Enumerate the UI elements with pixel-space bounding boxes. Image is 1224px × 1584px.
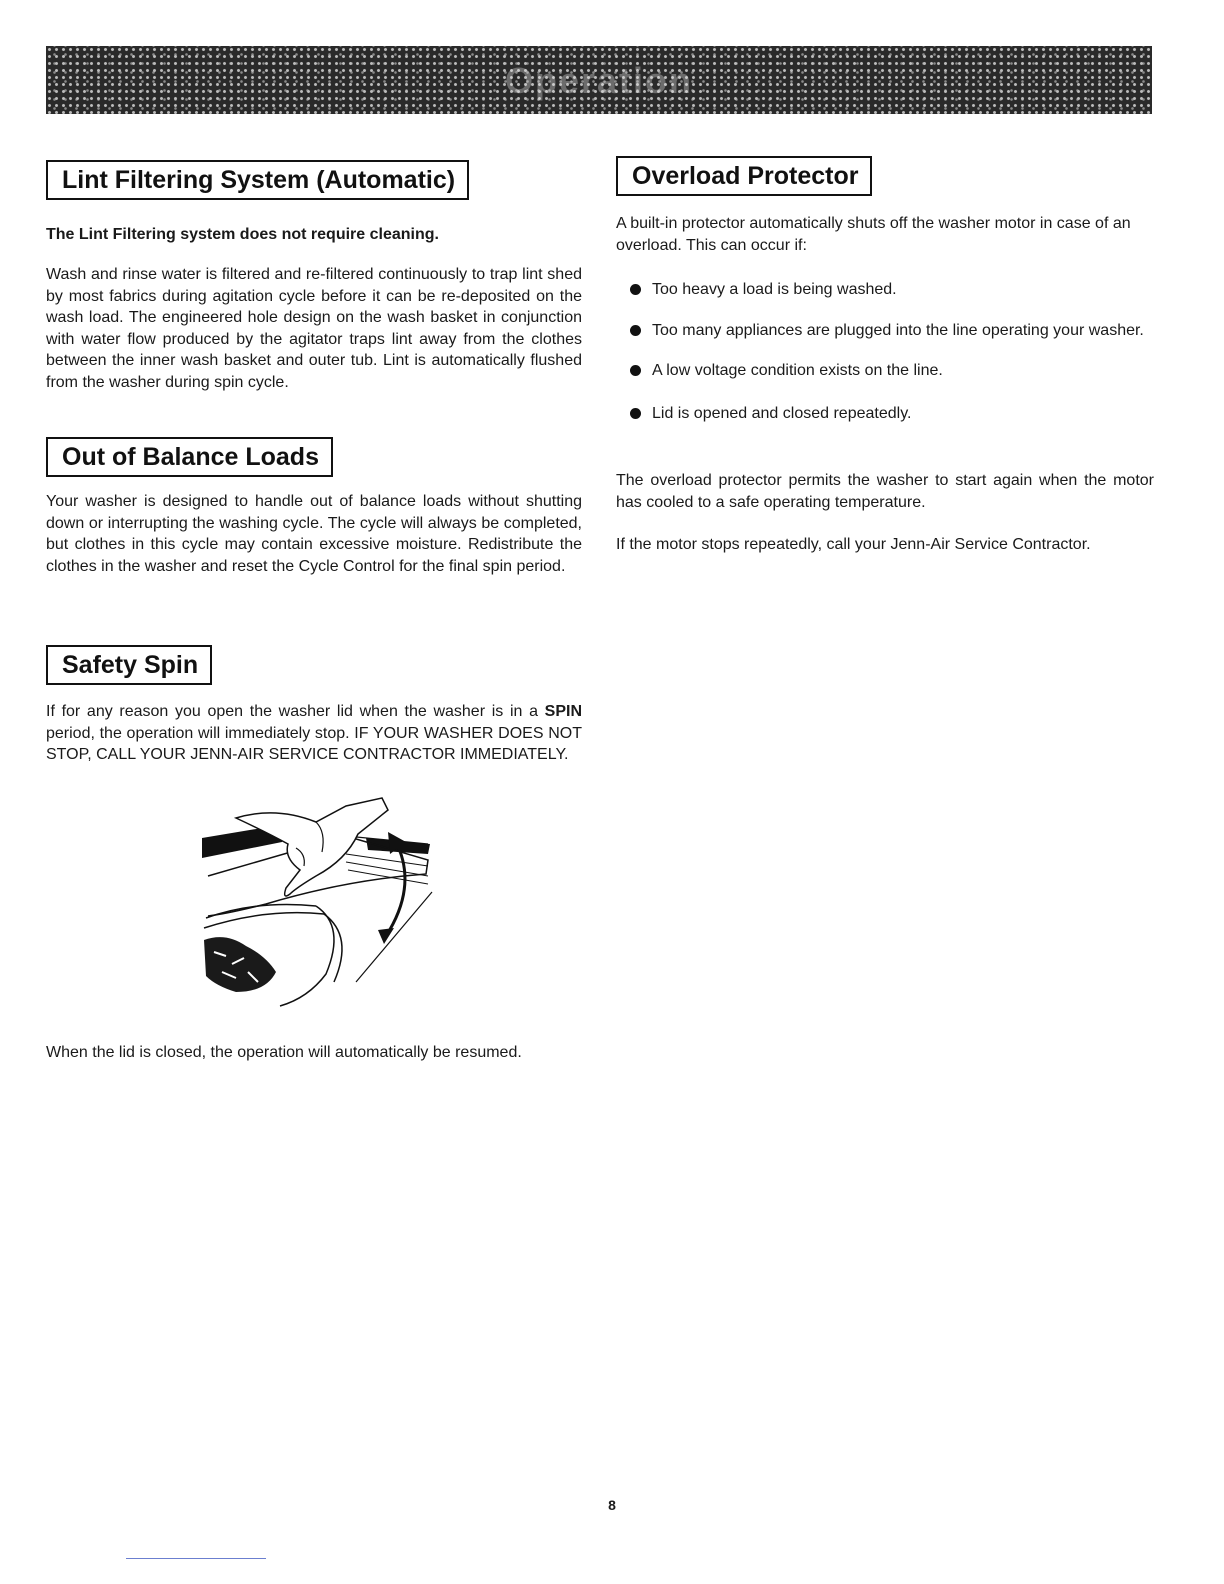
header-banner [46,46,1152,114]
list-item [630,360,1154,382]
safety-body [46,701,582,766]
bullet-icon [630,284,641,295]
bullet-icon [630,325,641,336]
list-item [630,403,1154,425]
lid-opening-illustration [196,796,436,1010]
list-item [630,320,1154,342]
resume-text: When the lid is closed, the operation will automatically be resumed. [46,1044,522,1061]
overload-restart-text: The overload protector permits the washer to start again when the motor has cooled to a safe operating temperature. [616,472,1154,511]
lint-subheading: The Lint Filtering system does not require cleaning. [46,226,439,243]
balance-heading: Out of Balance Loads [46,437,333,477]
bullet-icon [630,408,641,419]
overload-heading: Overload Protector [616,156,872,196]
banner-title: Operation [504,60,693,101]
overload-call-text: If the motor stops repeatedly, call your Jenn-Air Service Contractor. [616,536,1091,553]
page-number: 8 [608,1497,616,1513]
list-item [630,279,1154,301]
overload-bullet-list [630,279,1154,424]
safety-body-start: If for any reason you open the washer lid when the washer is in a [46,703,545,720]
lint-heading: Lint Filtering System (Automatic) [46,160,469,200]
balance-body: Your washer is designed to handle out of balance loads without shutting down or interrupting the washing cycle. The cycle will always be completed, but clothes in this cycle may contain excessive moisture. Redistribute the clothes in the washer and reset the Cycle Control for the final spin period. [46,493,582,575]
bullet-text: Lid is opened and closed repeatedly. [652,404,912,422]
safety-body-spin: SPIN [544,703,582,720]
bullet-text: Too heavy a load is being washed. [652,281,897,298]
bullet-text: A low voltage condition exists on the line. [652,362,943,379]
safety-body-end: period, the operation will immediately stop. IF YOUR WASHER DOES NOT STOP, CALL YOUR JENN-AIR SERVICE CONTRACTOR IMMEDIATELY. [46,724,582,763]
bullet-text: Too many appliances are plugged into the line operating your washer. [652,321,1144,339]
lint-body: Wash and rinse water is filtered and re-filtered continuously to trap lint shed by most fabrics during agitation cycle before it can be re-deposited on the wash load. The engineered hole design on the wash basket in conjunction with water flow produced by the agitator traps lint away from the clothes between the inner wash basket and outer tub. Lint is automatically flushed from the washer during spin cycle. [46,266,582,391]
safety-heading: Safety Spin [46,645,212,685]
bullet-icon [630,365,641,376]
overload-intro: A built-in protector automatically shuts off the washer motor in case of an overload. This can occur if: [616,215,1131,254]
footer-rule [126,1558,266,1559]
